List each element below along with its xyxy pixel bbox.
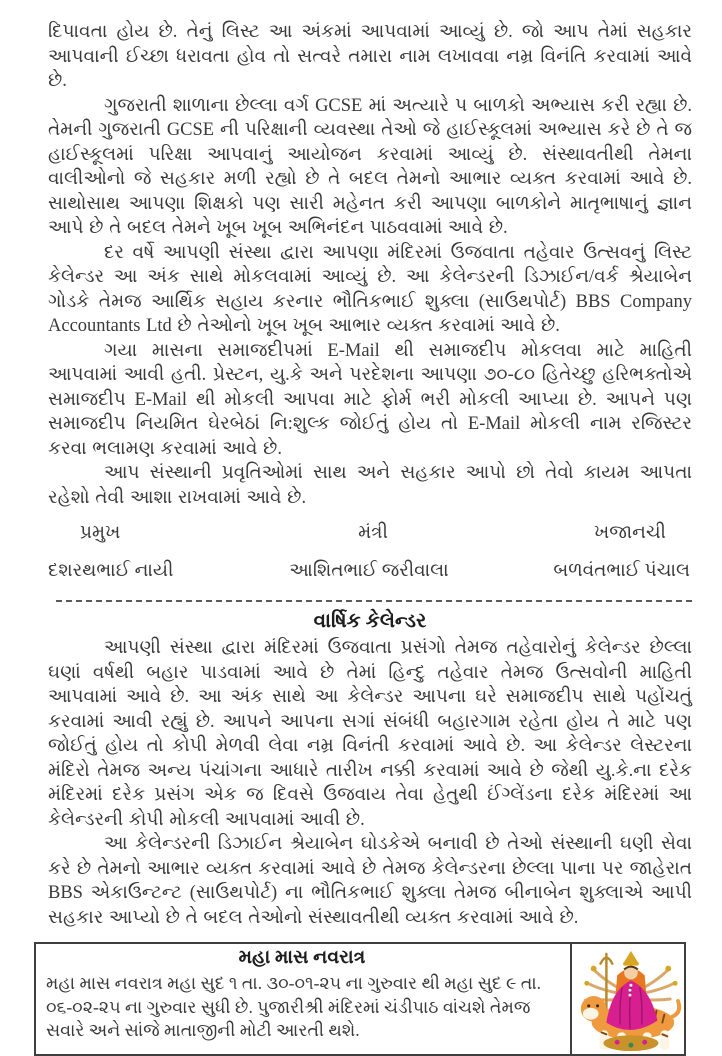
signature-name-treasurer: બળવંતભાઈ પંચાલ <box>553 561 690 581</box>
durga-mataji-image <box>574 944 682 1054</box>
notice-text-area <box>36 944 570 1054</box>
signature-role-treasurer: ખજાનચી <box>594 523 666 543</box>
dashed-divider <box>56 600 692 602</box>
paragraph: દર વર્ષે આપણી સંસ્થા દ્વારા આપણા મંદિરમાં ઉજવાતા તહેવાર ઉત્સવનું લિસ્ટ કેલેન્ડર આ અંક સાથે મોકલવામાં આવ્યું છે. આ કેલેન્ડરની ડિઝાઈન/વર્ક શ્રેયાબેન ગોડકે તેમજ આર્થિક સહાય કરનાર ભૌતિકભાઈ શુક્લા (સાઉથપોર્ટ) BBS Company Accountants Ltd છે તેઓનો ખૂબ ખૂબ આભાર વ્યક્ત કરવામાં આવે છે. <box>48 242 692 336</box>
signature-name-president: દશરથભાઈ નાયી <box>48 561 174 581</box>
maha-navratri-notice-box <box>34 942 686 1056</box>
paragraph: દિપાવતા હોય છે. તેનું લિસ્ટ આ અંકમાં આપવામાં આવ્યું છે. જો આપ તેમાં સહકાર આપવાની ઈચ્છા ધરાવતા હોવ તો સત્વરે તમારા નામ લખાવવા નમ્ર વિનંતિ કરવામાં આવે છે. <box>48 22 692 91</box>
paragraph: ગુજરાતી શાળાના છેલ્લા વર્ગ GCSE માં અત્યારે પ બાળકો અભ્યાસ કરી રહ્યા છે. તેમની ગુજરાતી GCSE ની પરિક્ષાની વ્યવસ્થા તેઓ જે હાઈસ્કૂલમાં અભ્યાસ કરે છે તે જ હાઈસ્કૂલમાં પરિક્ષા આપવાનું આયોજન કરવામાં આવ્યું છે. સંસ્થાવતીથી તેમના વાલીઓનો જે સહકાર મળી રહ્યો છે તે બદલ તેમનો આભાર વ્યક્ત કરવામાં આવે છે. સાથોસાથ આપણા શિક્ષકો પણ સારી મહેનત કરી આપણા બાળકોને માતૃભાષાનું જ્ઞાન આપે છે તે બદલ તેમને ખૂબ ખૂબ અભિનંદન પાઠવવામાં આવે છે. <box>48 95 692 238</box>
paragraph: આપ સંસ્થાની પ્રવૃતિઓમાં સાથ અને સહકાર આપો છો તેવો કાયમ આપતા રહેશો તેવી આશા રાખવામાં આવે છે. <box>48 463 692 508</box>
signature-roles-row <box>48 522 692 544</box>
paragraph: ગયા માસના સમાજદીપમાં E-Mail થી સમાજદીપ મોકલવા માટે માહિતી આપવામાં આવી હતી. પ્રેસ્ટન, યુ.કે અને પરદેશના આપણા ૭૦-૮૦ હિતેચ્છુ હરિભક્તોએ સમાજદીપ E-Mail થી મોકલી આપવા માટે ફોર્મ ભરી મોકલી આપ્યા છે. આપને પણ સમાજદીપ નિયમિત ઘેરબેઠાં નિ:શુલ્ક જોઈતું હોય તો E-Mail મોકલી નામ રજિસ્ટર કરવા ભલામણ કરવામાં આવે છે. <box>48 340 692 459</box>
paragraph: આપણી સંસ્થા દ્વારા મંદિરમાં ઉજવાતા પ્રસંગો તેમજ તહેવારોનું કેલેન્ડર છેલ્લા ઘણાં વર્ષથી બહાર પાડવામાં આવે છે તેમાં હિન્દુ તહેવાર તેમજ ઉત્સવોની માહિતી આપવામાં આવે છે. આ અંક સાથે આ કેલેન્ડર આપના ઘરે સમાજદીપ સાથે પહોંચતું કરવામાં આવી રહ્યું છે. આપને આપના સગાં સંબંધી બહારગામ રહેતા હોય તે માટે પણ જોઈતું હોય તો કોપી મેળવી લેવા નમ્ર વિનંતી કરવામાં આવે છે. આ કેલેન્ડર લેસ્ટરના મંદિરો તેમજ અન્ય પંચાંગના આધારે તારીખ નક્કી કરવામાં આવે છે જેથી યુ.કે.ના દરેક મંદિરમાં દરેક પ્રસંગ એક જ દિવસે ઉજવાય તેવા હેતુથી ઈંગ્લેંડના દરેક મંદિરમાં આ કેલેન્ડરની કોપી મોકલી આપવામાં આવી છે. <box>48 638 692 830</box>
signature-role-secretary: મંત્રી <box>358 523 388 543</box>
lotus-base <box>603 1035 658 1051</box>
signature-names-row <box>48 560 692 582</box>
notice-image-cell <box>570 944 684 1054</box>
signature-role-president: પ્રમુખ <box>80 523 121 543</box>
notice-body: મહા માસ નવરાત્ર મહા સુદ ૧ તા. ૩૦-૦૧-૨૫ ના ગુરુવાર થી મહા સુદ ૯ તા. ૦૬-૦૨-૨૫ ના ગુરુવાર સુધી છે. પુજારીશ્રી મંદિરમાં ચંડીપાઠ વાંચશે તેમજ સવારે અને સાંજે માતાજીની મોટી આરતી થશે. <box>46 973 542 1040</box>
section-heading-annual-calendar: વાર્ષિક કેલેન્ડર <box>313 610 427 632</box>
signature-name-secretary: આશિતભાઈ જરીવાલા <box>289 561 449 581</box>
notice-heading: મહા માસ નવરાત્ર <box>238 947 366 968</box>
paragraph: આ કેલેન્ડરની ડિઝાઈન શ્રેયાબેન ઘોડકેએ બનાવી છે તેઓ સંસ્થાની ઘણી સેવા કરે છે તેમનો આભાર વ્યક્ત કરવામાં આવે છે તેમજ કેલેન્ડરના છેલ્લા પાના પર જાહેરાત BBS એકાઉન્ટન્ટ (સાઉથપોર્ટ) ના ભૌતિકભાઈ શુક્લા તેમજ બીનાબેન શુક્લાએ આપી સહકાર આપ્યો છે તે બદલ તેઓનો સંસ્થાવતીથી વ્યક્ત કરવામાં આવે છે. <box>48 834 692 928</box>
